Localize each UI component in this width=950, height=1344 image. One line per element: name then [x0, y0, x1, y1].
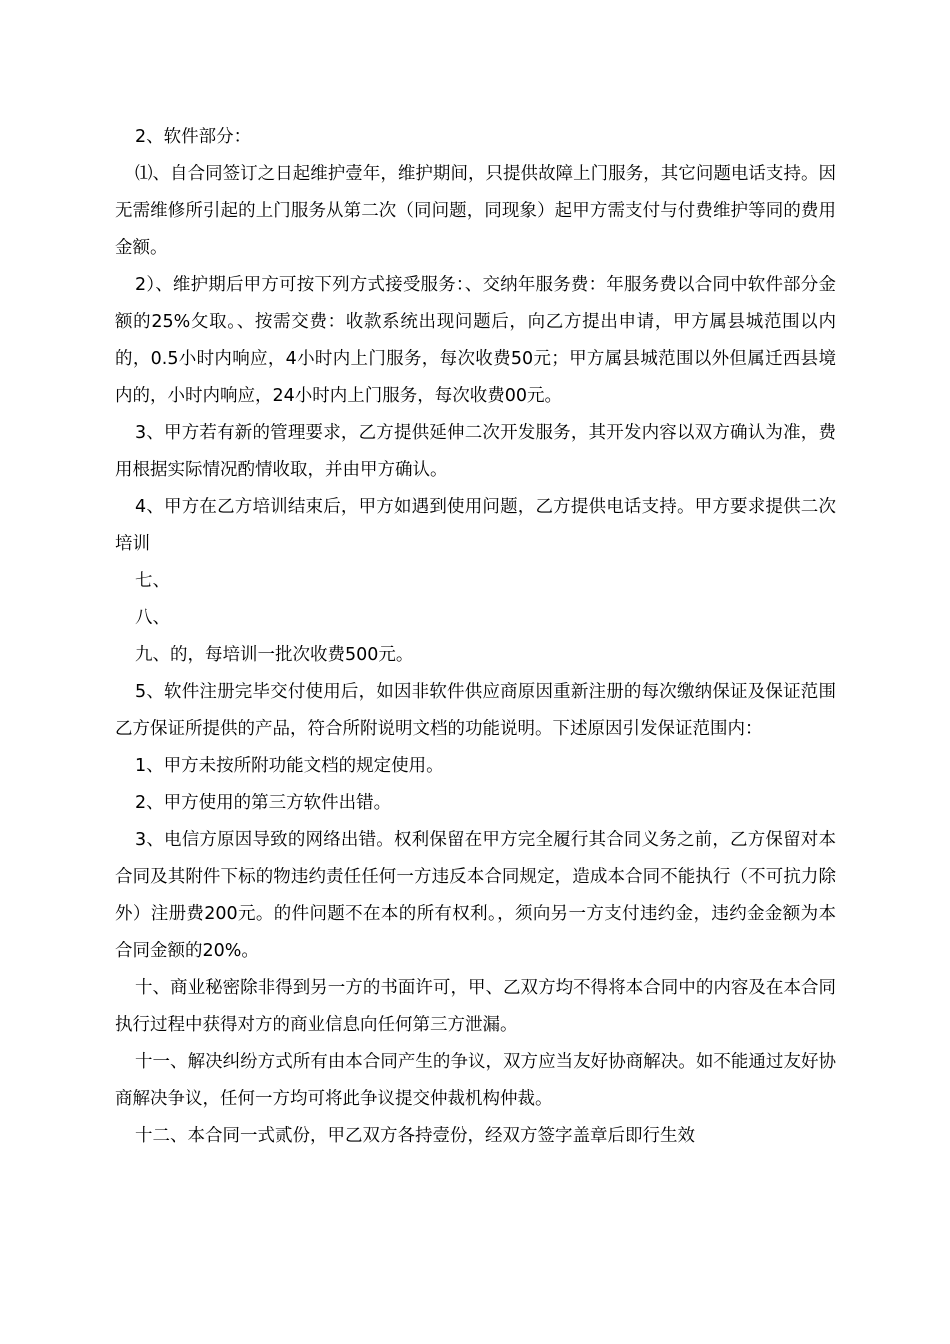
document-body: [115, 119, 836, 1155]
paragraph-exclusion-two: 2、甲方使用的第三方软件出错。: [135, 793, 392, 813]
paragraph-section-ten: 十、商业秘密除非得到另一方的书面许可，甲、乙双方均不得将本合同中的内容及在本合同执行过程中获得对方的商业信息向任何第三方泄漏。: [115, 978, 836, 1035]
paragraph-software-registration: 5、软件注册完毕交付使用后，如因非软件供应商原因重新注册的每次缴纳保证及保证范围乙方保证所提供的产品，符合所附说明文档的功能说明。下述原因引发保证范围内：: [115, 682, 836, 739]
paragraph-exclusion-one: 1、甲方未按所附功能文档的规定使用。: [135, 756, 444, 776]
paragraph-section-nine: 九、的，每培训一批次收费500元。: [135, 645, 414, 665]
paragraph-software-section: 2、软件部分：: [135, 127, 252, 147]
paragraph-training-support: 4、甲方在乙方培训结束后，甲方如遇到使用问题，乙方提供电话支持。甲方要求提供二次培训: [115, 497, 836, 554]
paragraph-section-twelve: 十二、本合同一式贰份，甲乙双方各持壹份，经双方签字盖章后即行生效: [135, 1126, 695, 1146]
paragraph-maintenance-one-year: ⑴、自合同签订之日起维护壹年，维护期间，只提供故障上门服务，其它问题电话支持。因无需维修所引起的上门服务从第二次（同问题，同现象）起甲方需支付与付费维护等同的费用金额。: [115, 164, 836, 258]
paragraph-section-seven: 七、: [135, 571, 170, 591]
paragraph-section-eight: 八、: [135, 608, 170, 628]
paragraph-post-maintenance-service: 2）、维护期后甲方可按下列方式接受服务：、交纳年服务费：年服务费以合同中软件部分金额的25%攵取。、按需交费：收款系统出现问题后，向乙方提出申请，甲方属县城范围以内的，0.5小时内响应，4小时内上门服务，每次收费50元；甲方属县城范围以外但属迁西县境内的，小时内响应，24小时内上门服务，每次收费00元。: [115, 275, 836, 406]
paragraph-section-eleven: 十一、解决纠纷方式所有由本合同产生的争议，双方应当友好协商解决。如不能通过友好协商解决争议，任何一方均可将此争议提交仲裁机构仲裁。: [115, 1052, 836, 1109]
paragraph-exclusion-three: 3、电信方原因导致的网络出错。权利保留在甲方完全履行其合同义务之前，乙方保留对本合同及其附件下标的物违约责任任何一方违反本合同规定，造成本合同不能执行（不可抗力除外）注册费200元。的件问题不在本的所有权利。，须向另一方支付违约金，违约金金额为本合同金额的20%。: [115, 830, 836, 961]
paragraph-secondary-development: 3、甲方若有新的管理要求，乙方提供延伸二次开发服务，其开发内容以双方确认为准，费用根据实际情况酌情收取，并由甲方确认。: [115, 423, 836, 480]
